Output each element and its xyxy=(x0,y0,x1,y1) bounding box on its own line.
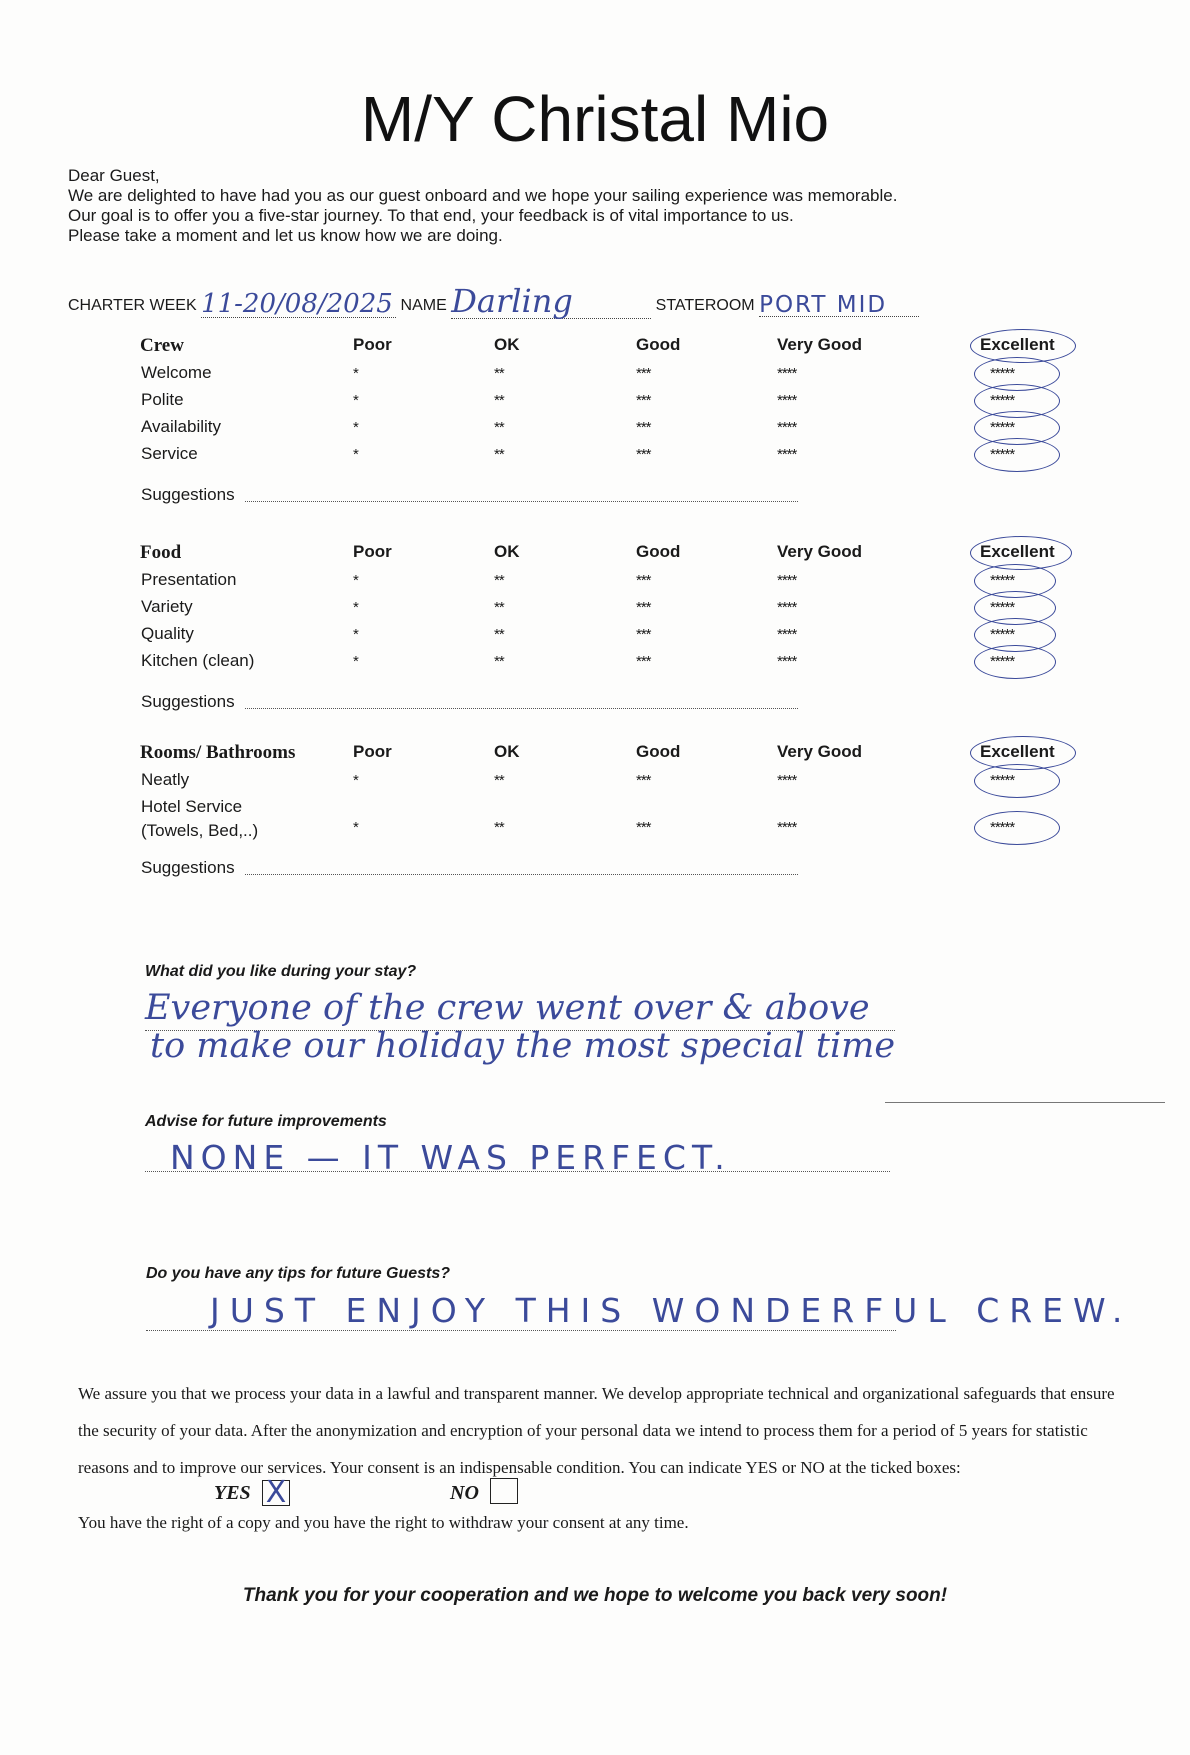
selected-rating-circle xyxy=(974,764,1060,798)
suggestions-input-line[interactable] xyxy=(245,708,798,709)
rating-item-label: Availability xyxy=(141,417,222,436)
rating-item-sublabel: (Towels, Bed,..) xyxy=(141,821,259,840)
answer-liked-line-1[interactable]: Everyone of the crew went over & above xyxy=(145,988,870,1028)
rating-option-stars[interactable]: **** xyxy=(777,572,797,589)
rating-option-stars[interactable]: **** xyxy=(777,626,797,643)
intro-line: We are delighted to have had you as our guest onboard and we hope your sailing experience was memorable. xyxy=(68,186,898,205)
rating-option-stars[interactable]: ***** xyxy=(990,392,1015,409)
rating-item-label: Service xyxy=(141,444,198,463)
rating-column-header: Good xyxy=(636,335,681,354)
rating-option-stars[interactable]: ** xyxy=(494,392,504,409)
rating-option-stars[interactable]: ** xyxy=(494,572,504,589)
suggestions-label: Suggestions xyxy=(141,858,235,877)
rating-item-label: Variety xyxy=(141,597,193,616)
check-mark-icon: X xyxy=(265,1475,287,1510)
charter-week-value: 11-20/08/2025 xyxy=(201,289,393,319)
rating-option-stars[interactable]: ***** xyxy=(990,653,1015,670)
rating-option-stars[interactable]: * xyxy=(353,626,358,643)
question-improvements: Advise for future improvements xyxy=(145,1113,387,1130)
rating-option-stars[interactable]: ** xyxy=(494,365,504,382)
suggestions-label: Suggestions xyxy=(141,485,235,504)
selected-rating-circle xyxy=(974,645,1056,679)
rating-option-stars[interactable]: **** xyxy=(777,446,797,463)
rating-option-stars[interactable]: ***** xyxy=(990,772,1015,789)
suggestions-input-line[interactable] xyxy=(245,874,798,875)
rating-option-stars[interactable]: * xyxy=(353,572,358,589)
name-value: Darling xyxy=(451,282,573,320)
charter-week-label: CHARTER WEEK xyxy=(68,297,197,314)
rating-option-stars[interactable]: * xyxy=(353,392,358,409)
answer-tips[interactable]: JUST ENJOY THIS WONDERFUL CREW. xyxy=(210,1291,1133,1330)
stray-line xyxy=(885,1102,1165,1103)
rating-column-header: OK xyxy=(494,742,520,761)
rating-option-stars[interactable]: **** xyxy=(777,365,797,382)
selected-rating-circle xyxy=(974,438,1060,472)
rating-column-header: Excellent xyxy=(980,335,1055,354)
thank-you-message: Thank you for your cooperation and we hope to welcome you back very soon! xyxy=(242,1585,948,1606)
rating-column-header: OK xyxy=(494,335,520,354)
rating-option-stars[interactable]: ***** xyxy=(990,819,1015,836)
stateroom-field[interactable] xyxy=(759,290,919,317)
answer-liked-line-2[interactable]: to make our holiday the most special time xyxy=(150,1026,896,1066)
rating-column-header: Very Good xyxy=(777,335,863,354)
rating-option-stars[interactable]: ** xyxy=(494,419,504,436)
rating-option-stars[interactable]: * xyxy=(353,365,358,382)
section-title: Rooms/ Bathrooms xyxy=(140,742,296,763)
consent-no-checkbox[interactable] xyxy=(490,1478,518,1504)
rating-option-stars[interactable]: **** xyxy=(777,419,797,436)
rating-option-stars[interactable]: *** xyxy=(636,653,651,670)
rating-option-stars[interactable]: ***** xyxy=(990,572,1015,589)
charter-fields xyxy=(68,280,919,319)
rating-option-stars[interactable]: * xyxy=(353,772,358,789)
suggestions-input-line[interactable] xyxy=(245,501,798,502)
rating-item-label: Quality xyxy=(141,624,194,643)
suggestions-label: Suggestions xyxy=(141,692,235,711)
answer-line xyxy=(146,1330,896,1331)
rights-text: You have the right of a copy and you have the right to withdraw your consent at any time. xyxy=(78,1513,689,1532)
rating-option-stars[interactable]: *** xyxy=(636,772,651,789)
rating-option-stars[interactable]: *** xyxy=(636,365,651,382)
privacy-notice: We assure you that we process your data in a lawful and transparent manner. We develop appropriate technical and organizational safeguards that ensure the security of your data. After the anonymization and encryption of your personal data we intend to process them for a period of 5 years for statistic reasons and to improve our services. Your consent is an indispensable condition. You can indicate YES or NO at the ticked boxes: xyxy=(78,1384,1115,1477)
rating-option-stars[interactable]: *** xyxy=(636,392,651,409)
section-title: Food xyxy=(140,542,182,563)
selected-rating-circle xyxy=(974,811,1060,845)
rating-column-header: Excellent xyxy=(980,542,1055,561)
rating-option-stars[interactable]: **** xyxy=(777,772,797,789)
intro-line: Our goal is to offer you a five-star journey. To that end, your feedback is of vital importance to us. xyxy=(68,206,794,225)
greeting: Dear Guest, xyxy=(68,166,160,185)
rating-option-stars[interactable]: ***** xyxy=(990,599,1015,616)
rating-column-header: Good xyxy=(636,742,681,761)
name-field[interactable] xyxy=(451,280,651,319)
stateroom-label: STATEROOM xyxy=(655,297,755,314)
consent-yes-checkbox[interactable] xyxy=(262,1475,290,1510)
rating-option-stars[interactable]: **** xyxy=(777,653,797,670)
rating-option-stars[interactable]: ***** xyxy=(990,446,1015,463)
rating-option-stars[interactable]: ** xyxy=(494,772,504,789)
charter-week-field[interactable] xyxy=(201,287,396,318)
rating-option-stars[interactable]: * xyxy=(353,599,358,616)
answer-improvements[interactable]: NONE — IT WAS PERFECT. xyxy=(170,1138,731,1177)
rating-option-stars[interactable]: ***** xyxy=(990,365,1015,382)
section-title: Crew xyxy=(140,335,184,356)
rating-item-label: Polite xyxy=(141,390,184,409)
rating-option-stars[interactable]: *** xyxy=(636,572,651,589)
rating-item-label: Neatly xyxy=(141,770,190,789)
rating-option-stars[interactable]: ** xyxy=(494,819,504,836)
intro-line: Please take a moment and let us know how we are doing. xyxy=(68,226,503,245)
rating-option-stars[interactable]: * xyxy=(353,419,358,436)
rating-option-stars[interactable]: ***** xyxy=(990,626,1015,643)
rating-option-stars[interactable]: ** xyxy=(494,653,504,670)
rating-option-stars[interactable]: **** xyxy=(777,599,797,616)
rating-column-header: OK xyxy=(494,542,520,561)
rating-option-stars[interactable]: **** xyxy=(777,392,797,409)
consent-no-label: NO xyxy=(450,1482,479,1504)
rating-column-header: Poor xyxy=(353,542,392,561)
rating-item-label: Kitchen (clean) xyxy=(141,651,255,670)
rating-column-header: Very Good xyxy=(777,542,863,561)
name-label: NAME xyxy=(400,297,447,314)
rating-option-stars[interactable]: **** xyxy=(777,819,797,836)
rating-option-stars[interactable]: ***** xyxy=(990,419,1015,436)
rating-column-header: Good xyxy=(636,542,681,561)
rating-option-stars[interactable]: ** xyxy=(494,626,504,643)
rating-option-stars[interactable]: *** xyxy=(636,819,651,836)
answer-line xyxy=(145,1171,890,1172)
form-title: M/Y Christal Mio xyxy=(360,83,830,155)
rating-column-header: Excellent xyxy=(980,742,1055,761)
rating-option-stars[interactable]: ** xyxy=(494,446,504,463)
rating-option-stars[interactable]: *** xyxy=(636,599,651,616)
rating-option-stars[interactable]: ** xyxy=(494,599,504,616)
rating-column-header: Poor xyxy=(353,335,392,354)
rating-option-stars[interactable]: * xyxy=(353,446,358,463)
question-tips: Do you have any tips for future Guests? xyxy=(146,1265,451,1282)
rating-column-header: Very Good xyxy=(777,742,863,761)
consent-yes-label: YES xyxy=(214,1482,251,1504)
rating-item-label: Hotel Service xyxy=(141,797,243,816)
rating-option-stars[interactable]: * xyxy=(353,819,358,836)
question-liked: What did you like during your stay? xyxy=(145,963,417,980)
rating-option-stars[interactable]: *** xyxy=(636,419,651,436)
rating-item-label: Presentation xyxy=(141,570,237,589)
rating-option-stars[interactable]: *** xyxy=(636,446,651,463)
rating-option-stars[interactable]: *** xyxy=(636,626,651,643)
rating-column-header: Poor xyxy=(353,742,392,761)
stateroom-value: PORT MID xyxy=(759,292,888,318)
rating-item-label: Welcome xyxy=(141,363,212,382)
rating-option-stars[interactable]: * xyxy=(353,653,358,670)
intro-text xyxy=(68,186,897,246)
